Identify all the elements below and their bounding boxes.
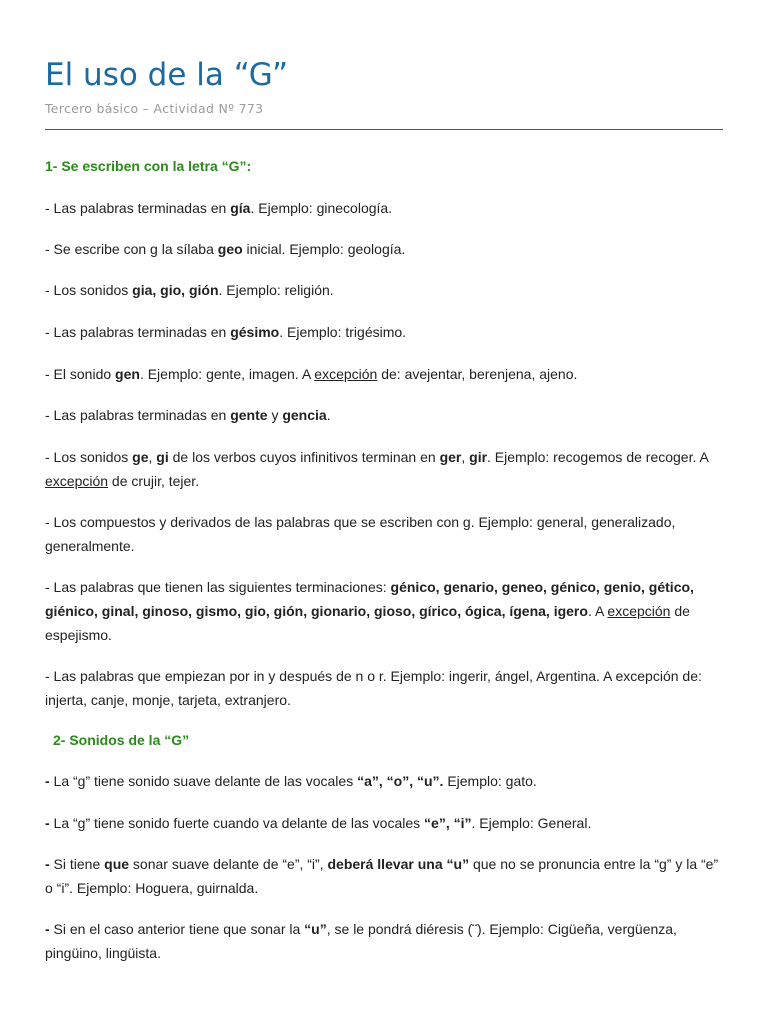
- rule-item: - Los sonidos gia, gio, gión. Ejemplo: religión.: [45, 282, 334, 298]
- excepcion-link[interactable]: excepción: [607, 603, 671, 619]
- rule-item: - Las palabras que tienen las siguientes terminaciones: génico, genario, geneo, génico, genio, gético, giénico, ginal, ginoso, gismo, gio, gión, gionario, gioso, gírico, ógica, ígena, igero. A excepción de espejismo.: [45, 579, 694, 643]
- document-body: [45, 154, 725, 965]
- rule-item: - Las palabras que empiezan por in y después de n o r. Ejemplo: ingerir, ángel, Argentina. A excepción de: injerta, canje, monje, tarjeta, extranjero.: [45, 668, 702, 708]
- rule-item: - Las palabras terminadas en gente y gencia.: [45, 407, 331, 423]
- rule-item: - Los sonidos ge, gi de los verbos cuyos infinitivos terminan en ger, gir. Ejemplo: recogemos de recoger. A excepción de crujir, tejer.: [45, 449, 709, 489]
- excepcion-link[interactable]: excepción: [45, 473, 109, 489]
- rule-item: - Se escribe con g la sílaba geo inicial. Ejemplo: geología.: [45, 241, 406, 257]
- document-title: El uso de la “G”: [45, 57, 289, 93]
- rule-item: - La “g” tiene sonido suave delante de las vocales “a”, “o”, “u”. Ejemplo: gato.: [45, 773, 537, 789]
- document-subtitle: Tercero básico – Actividad Nº 773: [45, 101, 264, 116]
- rule-item: - El sonido gen. Ejemplo: gente, imagen. A excepción de: avejentar, berenjena, ajeno.: [45, 366, 578, 382]
- rule-item: - Si en el caso anterior tiene que sonar la “u”, se le pondrá diéresis (¨). Ejemplo: Cigüeña, vergüenza, pingüino, lingüista.: [45, 921, 677, 961]
- rule-item: - Si tiene que sonar suave delante de “e”, “i”, deberá llevar una “u” que no se pronuncia entre la “g” y la “e” o “i”. Ejemplo: Hoguera, guirnalda.: [45, 856, 719, 896]
- rule-item: - Las palabras terminadas en gésimo. Ejemplo: trigésimo.: [45, 324, 407, 340]
- rule-item: - La “g” tiene sonido fuerte cuando va delante de las vocales “e”, “i”. Ejemplo: General.: [45, 815, 592, 831]
- excepcion-link[interactable]: excepción: [314, 366, 378, 382]
- title-divider: [45, 129, 723, 130]
- rule-item: - Los compuestos y derivados de las palabras que se escriben con g. Ejemplo: general, generalizado, generalmente.: [45, 514, 676, 554]
- rule-item: - Las palabras terminadas en gía. Ejemplo: ginecología.: [45, 200, 393, 216]
- section-heading-1: 1- Se escriben con la letra “G”:: [45, 158, 252, 174]
- section-heading-2: 2- Sonidos de la “G”: [53, 732, 190, 748]
